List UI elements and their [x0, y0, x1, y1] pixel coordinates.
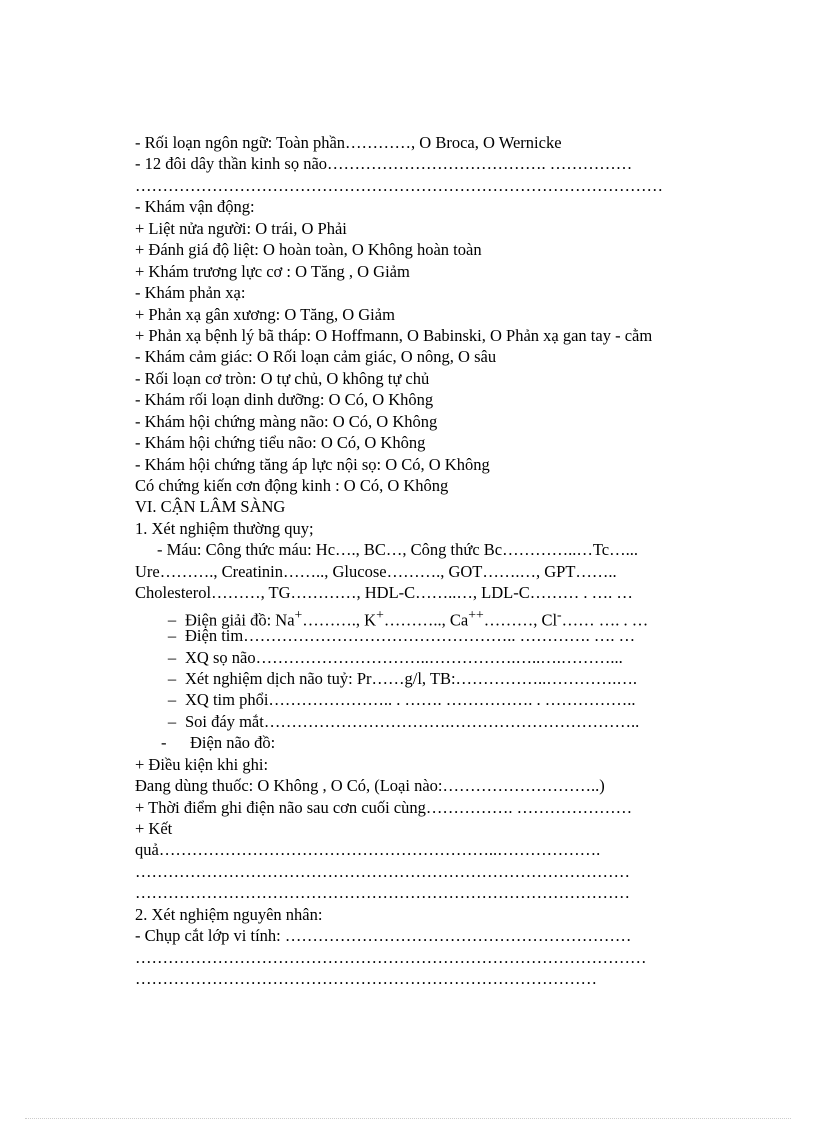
- list-bullet: -: [161, 733, 167, 753]
- biochemistry-line: Ure………., Creatinin…….., Glucose………., GOT…….…, GPT……..: [135, 561, 617, 581]
- page-bottom-divider: [25, 1118, 791, 1119]
- current-medication-line: Đang dùng thuốc: O Không , O Có, (Loại nào:………………………..): [135, 776, 605, 796]
- sphincter-disorder-line: - Rối loạn cơ tròn: O tự chủ, O không tự chủ: [135, 368, 430, 388]
- ct-scan-dots-line-1: …………………………………………………………………………………: [135, 947, 647, 967]
- causal-tests-heading: 2. Xét nghiệm nguyên nhân:: [135, 904, 323, 924]
- sodium-charge: +: [294, 606, 303, 622]
- chloride-label: ………, Cl: [483, 610, 558, 630]
- fundoscopy-text: Soi đáy mắt…………………………….……………………………..: [185, 711, 640, 731]
- meningeal-syndrome-line: - Khám hội chứng màng não: O Có, O Không: [135, 411, 438, 431]
- fundoscopy-line: [135, 711, 775, 732]
- lipid-line: Cholesterol………, TG…………, HDL-C……..…, LDL-C……… . …. …: [135, 583, 633, 603]
- trophic-disorder-line: - Khám rối loạn dinh dưỡng: O Có, O Không: [135, 390, 434, 410]
- chloride-charge: -: [557, 606, 562, 622]
- blood-count-line: - Máu: Công thức máu: Hc…., BC…, Công thức Bc…………..…Tc…...: [157, 540, 638, 560]
- electrolytes-line: [135, 604, 775, 630]
- section-vi-heading: VI. CẬN LÂM SÀNG: [135, 497, 286, 517]
- result-dots-line-1: quả……………………………………………………..……………….: [135, 840, 601, 860]
- eeg-line: [135, 732, 775, 753]
- routine-tests-heading: 1. Xét nghiệm thường quy;: [135, 518, 314, 538]
- result-dots-line-3: ………………………………………………………………………………: [135, 883, 630, 903]
- exam-form-content: [135, 132, 775, 990]
- language-disorder-line: - Rối loạn ngôn ngữ: Toàn phần…………, O Broca, O Wernicke: [135, 133, 562, 152]
- calcium-label: ……….., Ca: [383, 610, 469, 630]
- list-bullet: –: [167, 647, 177, 667]
- list-bullet: –: [167, 711, 177, 731]
- ct-scan-line: - Chụp cắt lớp vi tính: ………………………………………………………: [135, 926, 632, 946]
- seizure-witness-line: Có chứng kiến cơn động kinh : O Có, O Không: [135, 476, 449, 495]
- electrolytes-label: Điện giải đồ: Na: [185, 610, 295, 630]
- result-dots-line-2: ………………………………………………………………………………: [135, 861, 630, 881]
- skull-xray-line: [135, 647, 775, 668]
- eeg-text: Điện não đồ:: [190, 733, 276, 753]
- muscle-tone-line: + Khám trương lực cơ : O Tăng , O Giảm: [135, 261, 410, 281]
- cranial-nerves-line: - 12 đôi dây thần kinh sọ não…………………………………. ……………: [135, 154, 633, 174]
- ecg-line: [135, 625, 775, 646]
- cerebellar-syndrome-line: - Khám hội chứng tiểu não: O Có, O Không: [135, 433, 426, 453]
- result-label-line: + Kết: [135, 819, 173, 838]
- list-bullet: –: [167, 690, 177, 710]
- pyramidal-reflex-line: + Phản xạ bệnh lý bã tháp: O Hoffmann, O Babinski, O Phản xạ gan tay - cằm: [135, 325, 653, 345]
- ecg-text: Điện tim………………………………………….. …………. …. …: [185, 626, 636, 646]
- paralysis-grade-line: + Đánh giá độ liệt: O hoàn toàn, O Không hoàn toàn: [135, 240, 482, 260]
- reflex-exam-heading: - Khám phản xạ:: [135, 283, 246, 303]
- cranial-nerves-dots-line: ……………………………………………………………………………………: [135, 175, 663, 195]
- skull-xray-text: XQ sọ não…………………………..…………….…..….………...: [185, 647, 623, 667]
- hemiplegia-line: + Liệt nửa người: O trái, O Phải: [135, 218, 347, 238]
- recording-conditions-line: + Điều kiện khi ghi:: [135, 754, 269, 774]
- potassium-charge: +: [376, 606, 384, 622]
- tendon-reflex-line: + Phản xạ gân xương: O Tăng, O Giảm: [135, 304, 395, 324]
- list-bullet: –: [167, 610, 177, 630]
- intracranial-pressure-line: - Khám hội chứng tăng áp lực nội sọ: O Có, O Không: [135, 454, 490, 474]
- ct-scan-dots-line-2: …………………………………………………………………………: [135, 969, 597, 989]
- sensory-exam-line: - Khám cảm giác: O Rối loạn cảm giác, O nông, O sâu: [135, 347, 497, 367]
- list-bullet: –: [167, 668, 177, 688]
- calcium-charge: ++: [468, 606, 484, 622]
- chest-xray-line: [135, 689, 775, 710]
- chest-xray-text: XQ tim phổi………………….. . ……. ……………. . ……………..: [185, 690, 636, 710]
- csf-test-text: Xét nghiệm dịch não tuỷ: Pr……g/l, TB:……………..………….….: [185, 668, 638, 688]
- eeg-timing-line: + Thời điểm ghi điện não sau cơn cuối cùng……………. …………………: [135, 797, 633, 817]
- electrolytes-trailing-dots: …… …. . …: [561, 610, 649, 630]
- motor-exam-heading: - Khám vận động:: [135, 197, 255, 217]
- csf-test-line: [135, 668, 775, 689]
- potassium-label: ………., K: [302, 610, 377, 630]
- list-bullet: –: [167, 626, 177, 646]
